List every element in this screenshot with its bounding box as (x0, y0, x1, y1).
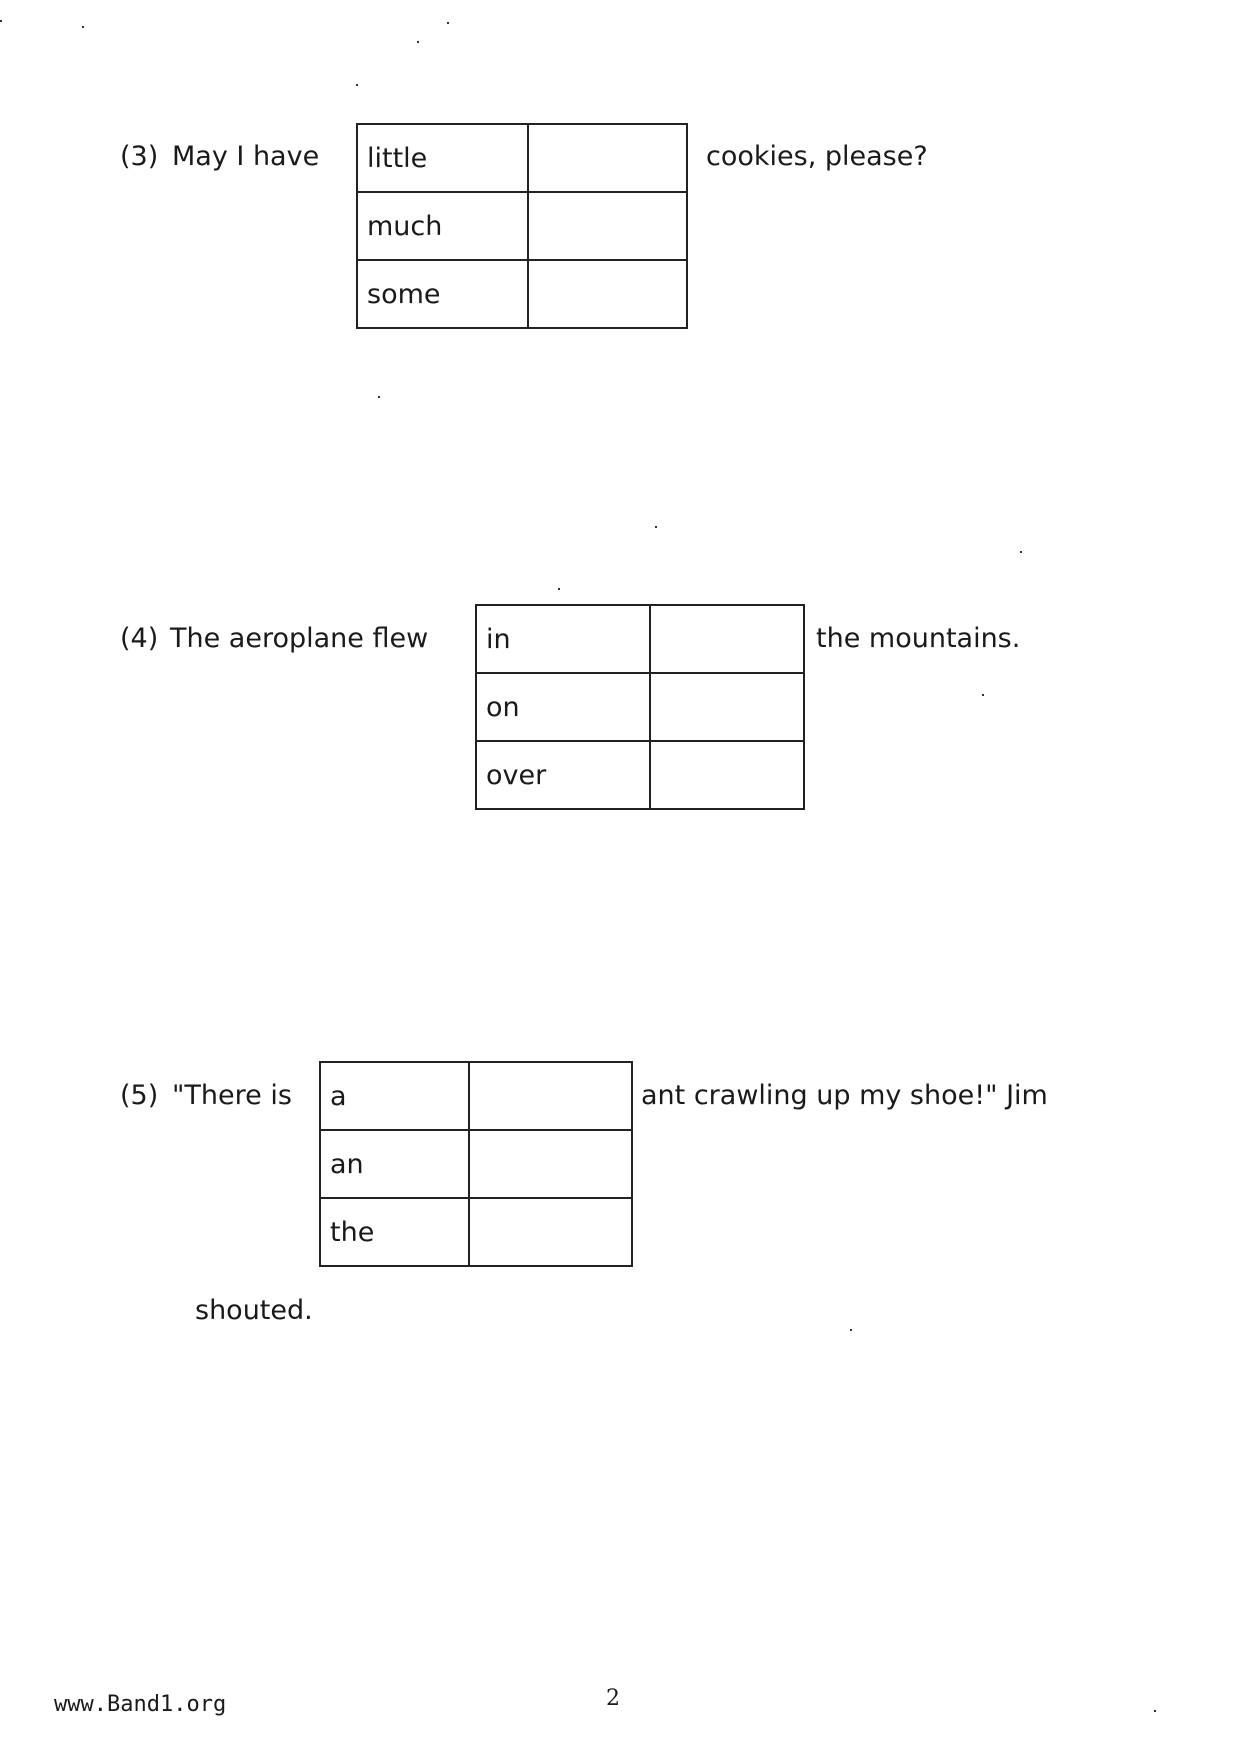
option-label: much (357, 192, 528, 260)
choice-row (320, 1062, 632, 1130)
answer-box[interactable] (469, 1062, 632, 1130)
choice-row (357, 260, 687, 328)
scan-speck (1154, 1710, 1156, 1712)
sentence-start: "There is (172, 1080, 292, 1111)
option-label: over (476, 741, 650, 809)
answer-box[interactable] (650, 673, 804, 741)
scan-speck (447, 22, 449, 24)
page-number: 2 (606, 1686, 620, 1711)
option-label: a (320, 1062, 469, 1130)
scan-speck (850, 1329, 852, 1331)
choice-row (357, 192, 687, 260)
choice-row (476, 673, 804, 741)
question-number: (3) (120, 141, 159, 172)
choice-row (320, 1198, 632, 1266)
question-number: (4) (120, 623, 159, 654)
choice-row (476, 741, 804, 809)
answer-choices-table (475, 604, 805, 810)
answer-box[interactable] (528, 192, 687, 260)
scan-speck (982, 694, 984, 696)
sentence-start: The aeroplane flew (170, 623, 429, 654)
sentence-end: cookies, please? (706, 141, 928, 172)
scan-speck (417, 41, 419, 43)
option-label: some (357, 260, 528, 328)
answer-box[interactable] (469, 1198, 632, 1266)
scan-speck (0, 20, 2, 22)
scan-speck (1020, 551, 1022, 553)
scan-speck (356, 84, 358, 86)
answer-box[interactable] (650, 741, 804, 809)
answer-choices-table (319, 1061, 633, 1267)
choice-row (357, 124, 687, 192)
option-label: in (476, 605, 650, 673)
sentence-start: May I have (172, 141, 320, 172)
question-number: (5) (120, 1080, 159, 1111)
option-label: the (320, 1198, 469, 1266)
sentence-continuation: shouted. (195, 1295, 313, 1326)
option-label: little (357, 124, 528, 192)
answer-box[interactable] (528, 260, 687, 328)
answer-box[interactable] (469, 1130, 632, 1198)
option-label: on (476, 673, 650, 741)
scan-speck (82, 26, 84, 28)
answer-box[interactable] (650, 605, 804, 673)
answer-choices-table (356, 123, 688, 329)
choice-row (320, 1130, 632, 1198)
sentence-end: ant crawling up my shoe!" Jim (641, 1080, 1048, 1111)
option-label: an (320, 1130, 469, 1198)
sentence-end: the mountains. (816, 623, 1021, 654)
choice-row (476, 605, 804, 673)
scan-speck (655, 526, 657, 528)
footer-url: www.Band1.org (54, 1692, 227, 1717)
answer-box[interactable] (528, 124, 687, 192)
scan-speck (378, 396, 380, 398)
scan-speck (558, 588, 560, 590)
